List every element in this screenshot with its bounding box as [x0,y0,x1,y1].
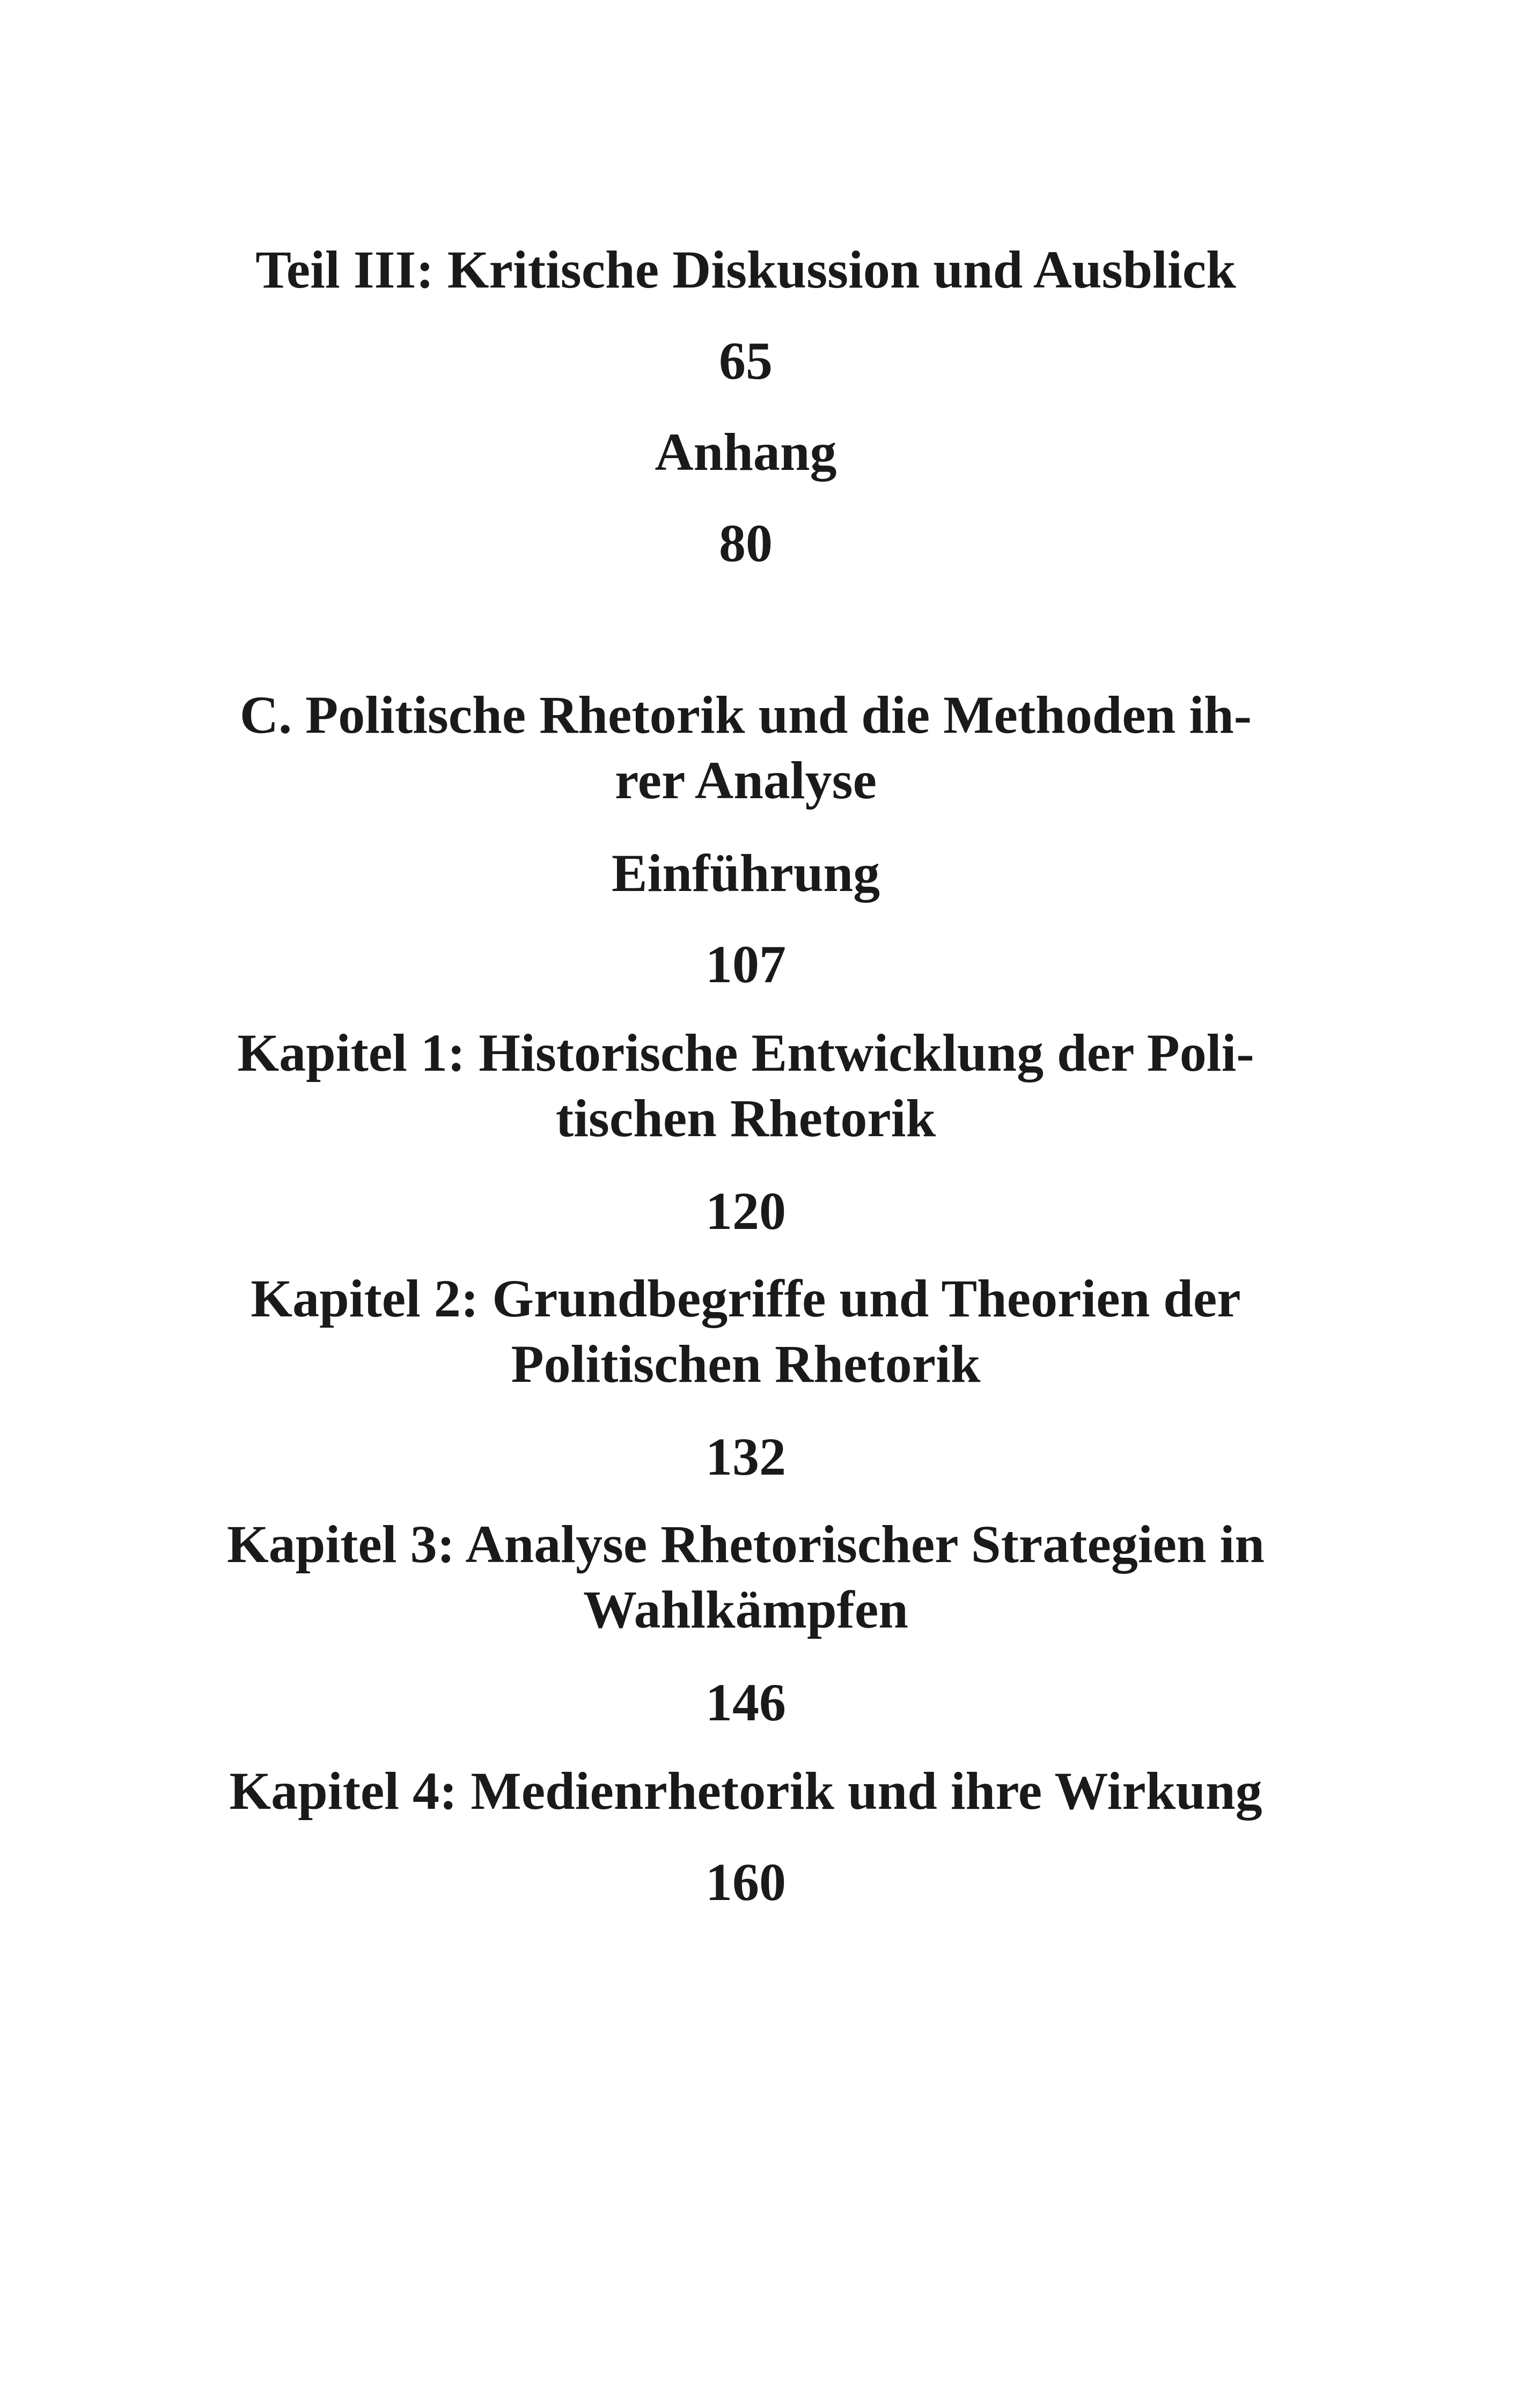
toc-chapter1-line2: tischen Rhetorik [555,1088,936,1148]
toc-chapter4-page: 160 [706,1852,786,1912]
toc-intro-title: Einführung [611,843,880,903]
toc-chapter3-line1: Kapitel 3: Analyse Rhetorischer Strategien in [226,1514,1265,1574]
toc-chapter2-line1: Kapitel 2: Grundbegriffe und Theorien der [251,1269,1241,1328]
toc-chapter3-page: 146 [706,1673,786,1732]
toc-chapter4-title: Kapitel 4: Medienrhetorik und ihre Wirkung [229,1761,1262,1821]
toc-chapter1-line1: Kapitel 1: Historische Entwicklung der Poli- [237,1023,1254,1083]
toc-chapter3-line2: Wahlkämpfen [583,1580,908,1639]
toc-chapter1-page: 120 [706,1181,786,1241]
toc-part3-title: Teil III: Kritische Diskussion und Ausblick [255,240,1236,299]
toc-chapter2-line2: Politischen Rhetorik [511,1334,981,1394]
toc-appendix-title: Anhang [655,422,837,482]
toc-chapter2-page: 132 [706,1427,786,1486]
toc-section-c-title-line1: C. Politische Rhetorik und die Methoden ih- [239,685,1252,745]
toc-part3-page: 65 [719,331,773,391]
toc-intro-page: 107 [706,934,786,994]
toc-section-c-title-line2: rer Analyse [615,750,877,810]
toc-appendix-page: 80 [719,513,773,573]
